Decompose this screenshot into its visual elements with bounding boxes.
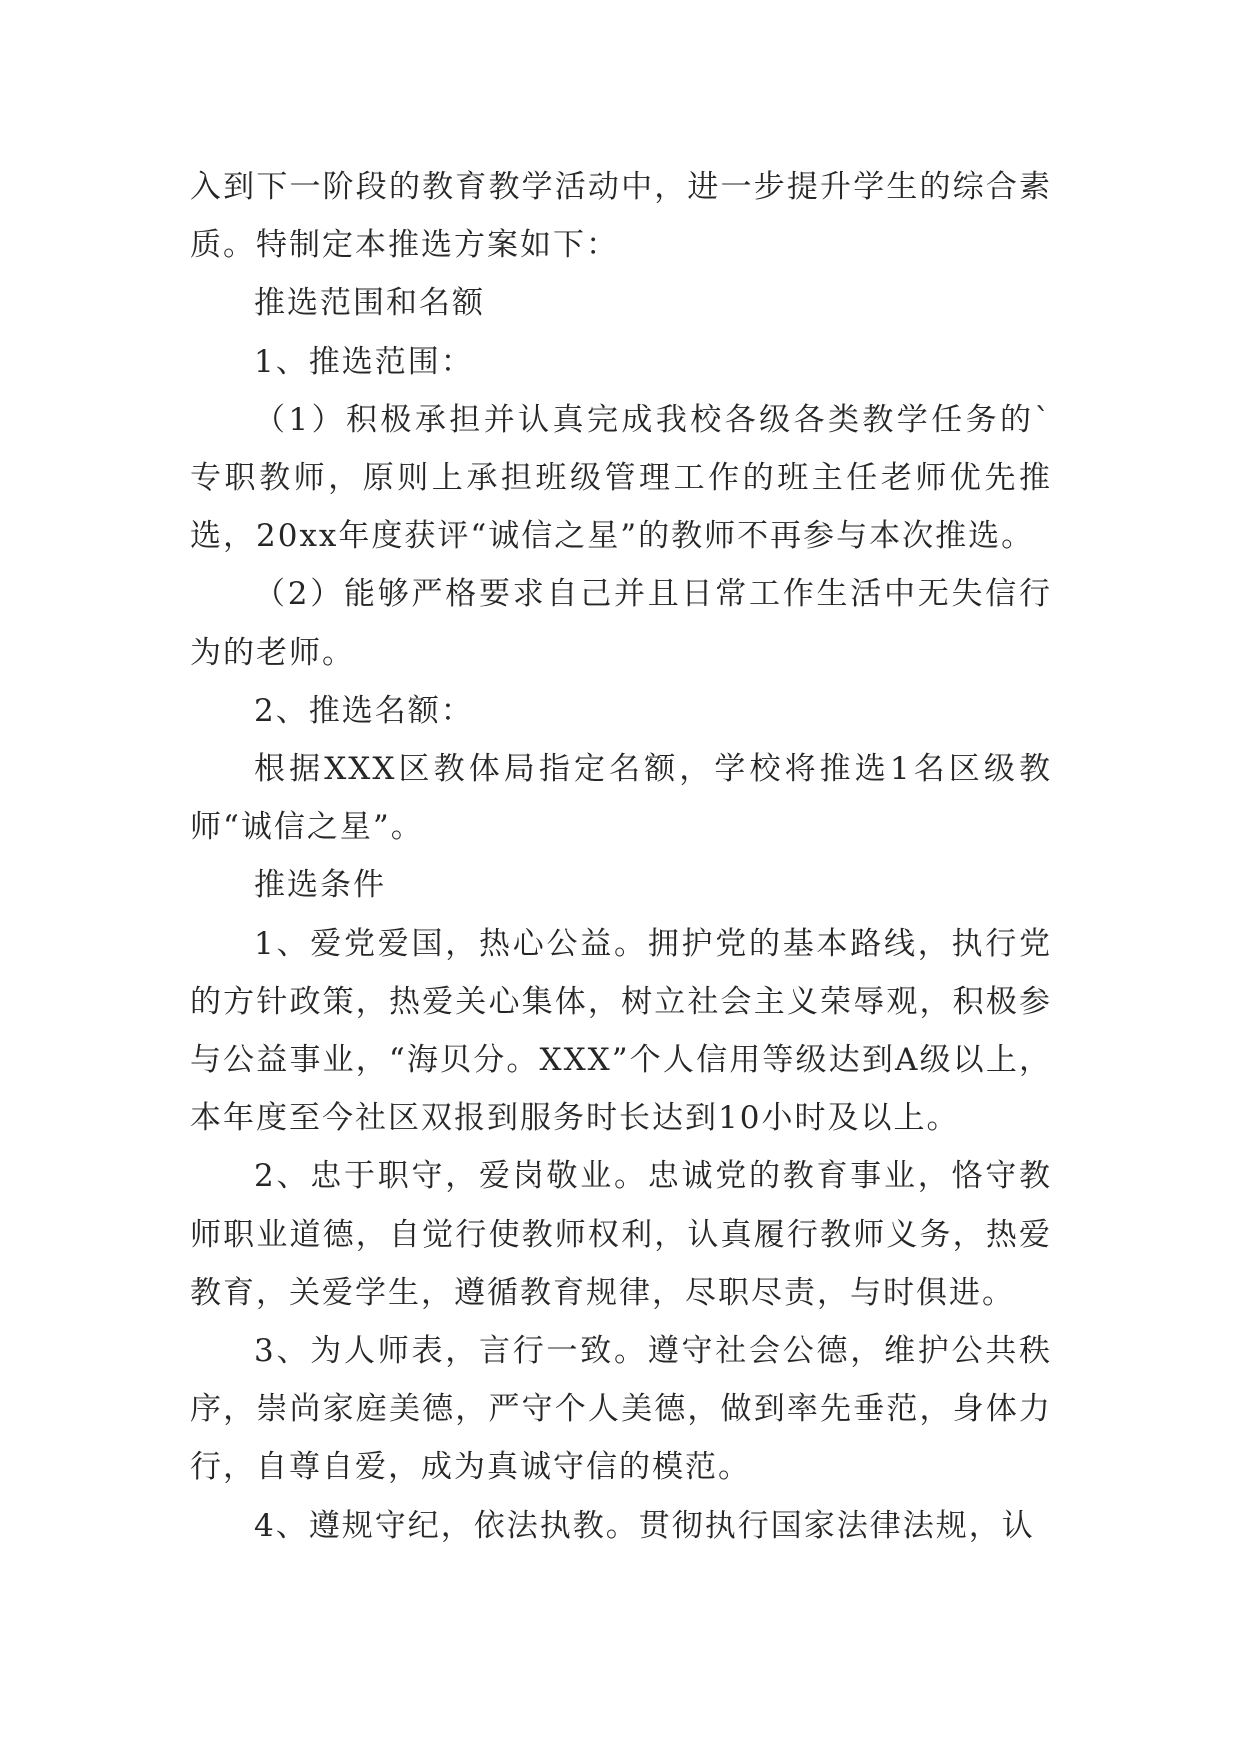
paragraph-intro: 入到下一阶段的教育教学活动中，进一步提升学生的综合素质。特制定本推选方案如下： xyxy=(190,169,1052,264)
paragraph-condition-3: 3、为人师表，言行一致。遵守社会公德，维护公共秩序，崇尚家庭美德，严守个人美德，做到率先垂范，身体力行，自尊自爱，成为真诚守信的模范。 xyxy=(190,1333,1052,1486)
section-heading-conditions: 推选条件 xyxy=(254,867,386,904)
paragraph-scope-item-2: （2）能够严格要求自己并且日常工作生活中无失信行为的老师。 xyxy=(190,576,1052,671)
paragraph-quota: 根据XXX区教体局指定名额，学校将推选1名区级教师“诚信之星”。 xyxy=(190,751,1052,846)
paragraph-condition-2: 2、忠于职守，爱岗敬业。忠诚党的教育事业，恪守教师职业道德，自觉行使教师权利，认真履行教师义务，热爱教育，关爱学生，遵循教育规律，尽职尽责，与时俱进。 xyxy=(190,1158,1052,1311)
section-heading-scope: 推选范围和名额 xyxy=(254,285,485,322)
paragraph-condition-1: 1、爱党爱国，热心公益。拥护党的基本路线，执行党的方针政策，热爱关心集体，树立社会主义荣辱观，积极参与公益事业，“海贝分。XXX”个人信用等级达到A级以上，本年度至今社区双报到服务时长达到10小时及以上。 xyxy=(190,925,1052,1137)
paragraph-condition-4: 4、遵规守纪，依法执教。贯彻执行国家法律法规，认 xyxy=(254,1507,1035,1544)
paragraph-scope-item-1: （1）积极承担并认真完成我校各级各类教学任务的`专职教师，原则上承担班级管理工作的班主任老师优先推选，20xx年度获评“诚信之星”的教师不再参与本次推选。 xyxy=(190,401,1052,555)
subheading-scope: 1、推选范围： xyxy=(254,343,474,380)
document-body xyxy=(190,158,1052,1555)
subheading-quota: 2、推选名额： xyxy=(254,692,474,729)
